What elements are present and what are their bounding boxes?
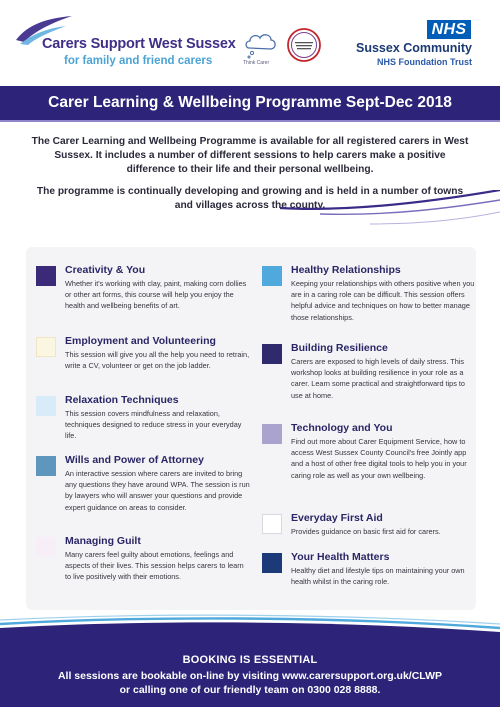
session-color-swatch — [36, 537, 56, 557]
session-title: Creativity & You — [65, 264, 146, 276]
session-color-swatch — [36, 266, 56, 286]
intro-paragraph-1: The Carer Learning and Wellbeing Programme is available for all registered carers in West Sussex. It includes a number of different sessions to help carers make a positive difference to their life and their personal wellbeing. — [31, 136, 469, 175]
think-carer-label: Think Carer — [243, 60, 270, 66]
session-color-swatch — [262, 514, 282, 534]
nhs-logo: NHS — [427, 20, 471, 39]
session-description: An interactive session where carers are invited to bring any questions they have around WPA. The session is run by lawyers who will answer your questions and provide expert guidance on areas to consider. — [65, 469, 250, 512]
nhs-trust-name: NHS Foundation Trust — [377, 57, 472, 67]
session-title: Technology and You — [291, 422, 393, 434]
session-description: Provides guidance on basic first aid for carers. — [291, 527, 441, 536]
session-color-swatch — [36, 456, 56, 476]
session-color-swatch — [36, 337, 56, 357]
org-name: Carers Support West Sussex — [42, 36, 236, 52]
session-title: Your Health Matters — [291, 551, 390, 563]
booking-website: All sessions are bookable on-line by visiting www.carersupport.org.uk/CLWP — [57, 670, 443, 682]
session-color-swatch — [36, 396, 56, 416]
session-title: Managing Guilt — [65, 535, 141, 547]
session-description: Keeping your relationships with others positive when you are in a caring role can be difficult. This session offers helpful advice and techniques on how to better manage those relationships. — [291, 279, 475, 322]
session-description: This session covers mindfulness and relaxation, techniques designed to reduce stress in your everyday life. — [65, 409, 242, 441]
decorative-swoosh-icon — [280, 190, 500, 240]
booking-phone: or calling one of our friendly team on 0300 028 8888. — [119, 684, 381, 696]
session-description: Healthy diet and lifestyle tips on maintaining your own health whilst in the caring role. — [291, 566, 465, 587]
booking-notice: BOOKING IS ESSENTIAL — [182, 654, 318, 666]
footer — [0, 643, 500, 707]
session-color-swatch — [262, 266, 282, 286]
session-title: Employment and Volunteering — [65, 335, 216, 347]
title-band — [0, 86, 500, 120]
session-color-swatch — [262, 553, 282, 573]
session-description: This session will give you all the help you need to retrain, write a CV, volunteer or get on the job ladder. — [65, 350, 250, 371]
session-color-swatch — [262, 344, 282, 364]
session-description: Find out more about Carer Equipment Service, how to access West Sussex County Council's free Jointly app and a host of other free digital tools to help you in your caring role as well as your own wellbeing. — [291, 437, 467, 480]
page-title: Carer Learning & Wellbeing Programme Sept-Dec 2018 — [48, 94, 452, 111]
intro-paragraph-2: The programme is continually developing and growing and is held in a number of towns and villages across the county. — [36, 186, 464, 211]
session-title: Everyday First Aid — [291, 512, 383, 524]
org-tagline: for family and friend carers — [64, 55, 213, 67]
session-description: Carers are exposed to high levels of daily stress. This workshop looks at building resilience in your role as a carer. Learn some practical and straightforward tips to use at home. — [291, 357, 465, 400]
session-title: Building Resilience — [291, 342, 388, 354]
session-title: Relaxation Techniques — [65, 394, 179, 406]
header — [0, 0, 500, 86]
session-title: Healthy Relationships — [291, 264, 401, 276]
session-description: Many carers feel guilty about emotions, feelings and aspects of their lives. This session helps carers to learn to live positively with their emotions. — [65, 550, 244, 582]
session-color-swatch — [262, 424, 282, 444]
nhs-org-name: Sussex Community — [355, 41, 472, 55]
session-title: Wills and Power of Attorney — [65, 454, 204, 466]
session-description: Whether it's working with clay, paint, making corn dollies or other art forms, this course will help you enjoy the health and wellbeing benefits of art. — [65, 279, 247, 311]
quality-mark-badge-icon — [285, 26, 323, 64]
